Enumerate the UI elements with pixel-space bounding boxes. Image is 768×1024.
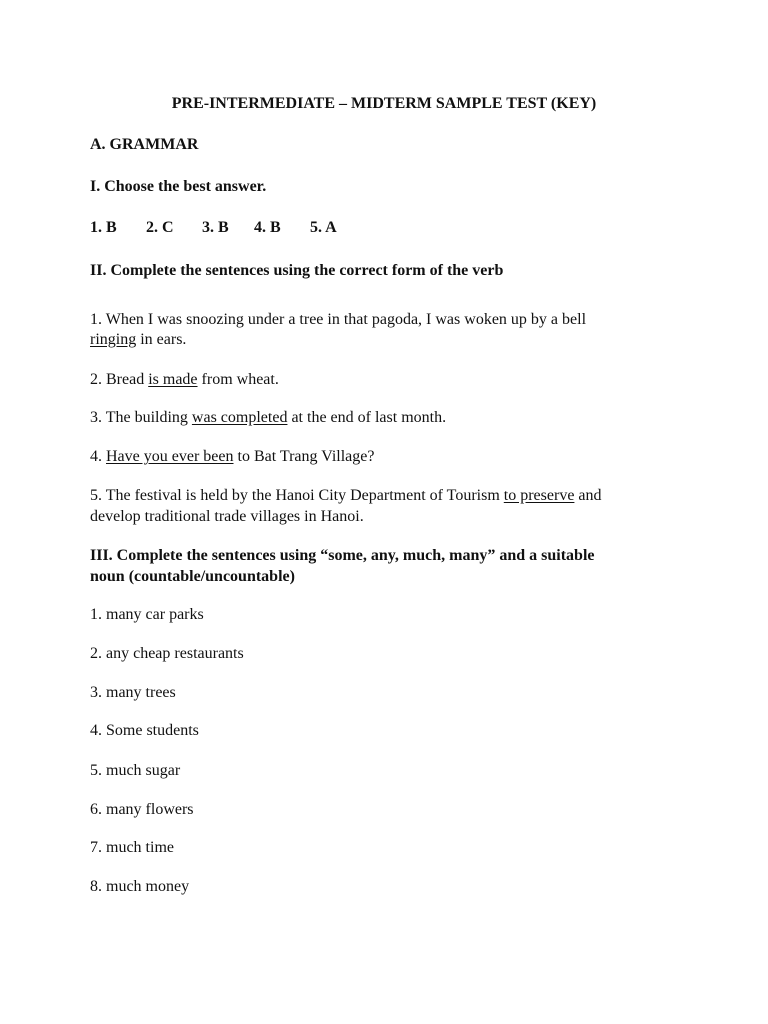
part3-item: 5. much sugar: [90, 762, 181, 779]
part3-heading-line2: noun (countable/uncountable): [90, 568, 295, 585]
part2-item-3: [90, 408, 446, 428]
part2-item-2: [90, 370, 279, 390]
answer-item: 4. B: [254, 219, 281, 236]
sentence-text: from wheat.: [197, 371, 279, 388]
part1-heading: I. Choose the best answer.: [90, 178, 267, 195]
answer-item: 3. B: [202, 219, 229, 236]
sentence-text: 2. Bread: [90, 371, 149, 388]
answer-item: 5. A: [310, 219, 337, 236]
sentence-text: in ears.: [136, 331, 187, 348]
answer-underlined: is made: [148, 371, 198, 388]
answer-underlined: to preserve: [503, 487, 575, 504]
part2-item-5-line1: [90, 486, 602, 506]
sentence-text: and: [574, 487, 602, 504]
part3-item: 4. Some students: [90, 722, 199, 739]
part3-item: 7. much time: [90, 839, 174, 856]
sentence-text: 4.: [90, 448, 106, 465]
part1-answers: [90, 218, 337, 238]
part2-item-4: [90, 447, 374, 467]
part2-item-5-line2: develop traditional trade villages in Hanoi.: [90, 508, 364, 525]
document-title: PRE-INTERMEDIATE – MIDTERM SAMPLE TEST (KEY): [171, 95, 597, 112]
answer-underlined: ringing: [90, 331, 137, 348]
sentence-text: 5. The festival is held by the Hanoi City Department of Tourism: [90, 487, 504, 504]
part2-item-1-line1: 1. When I was snoozing under a tree in that pagoda, I was woken up by a bell: [90, 311, 587, 328]
part3-item: 6. many flowers: [90, 801, 194, 818]
part2-item-1-line2: [90, 330, 186, 350]
part3-item: 3. many trees: [90, 684, 176, 701]
answer-item: 2. C: [146, 219, 174, 236]
section-heading-grammar: A. GRAMMAR: [90, 136, 199, 153]
sentence-text: 3. The building: [90, 409, 192, 426]
answer-underlined: Have you ever been: [106, 448, 234, 465]
part3-item: 1. many car parks: [90, 606, 204, 623]
sentence-text: to Bat Trang Village?: [233, 448, 375, 465]
part3-item: 8. much money: [90, 878, 190, 895]
part3-item: 2. any cheap restaurants: [90, 645, 244, 662]
answer-item: 1. B: [90, 219, 117, 236]
part2-heading: II. Complete the sentences using the correct form of the verb: [90, 262, 504, 279]
answer-underlined: was completed: [191, 409, 288, 426]
part3-heading-line1: III. Complete the sentences using “some, any, much, many” and a suitable: [90, 547, 595, 564]
sentence-text: at the end of last month.: [287, 409, 447, 426]
